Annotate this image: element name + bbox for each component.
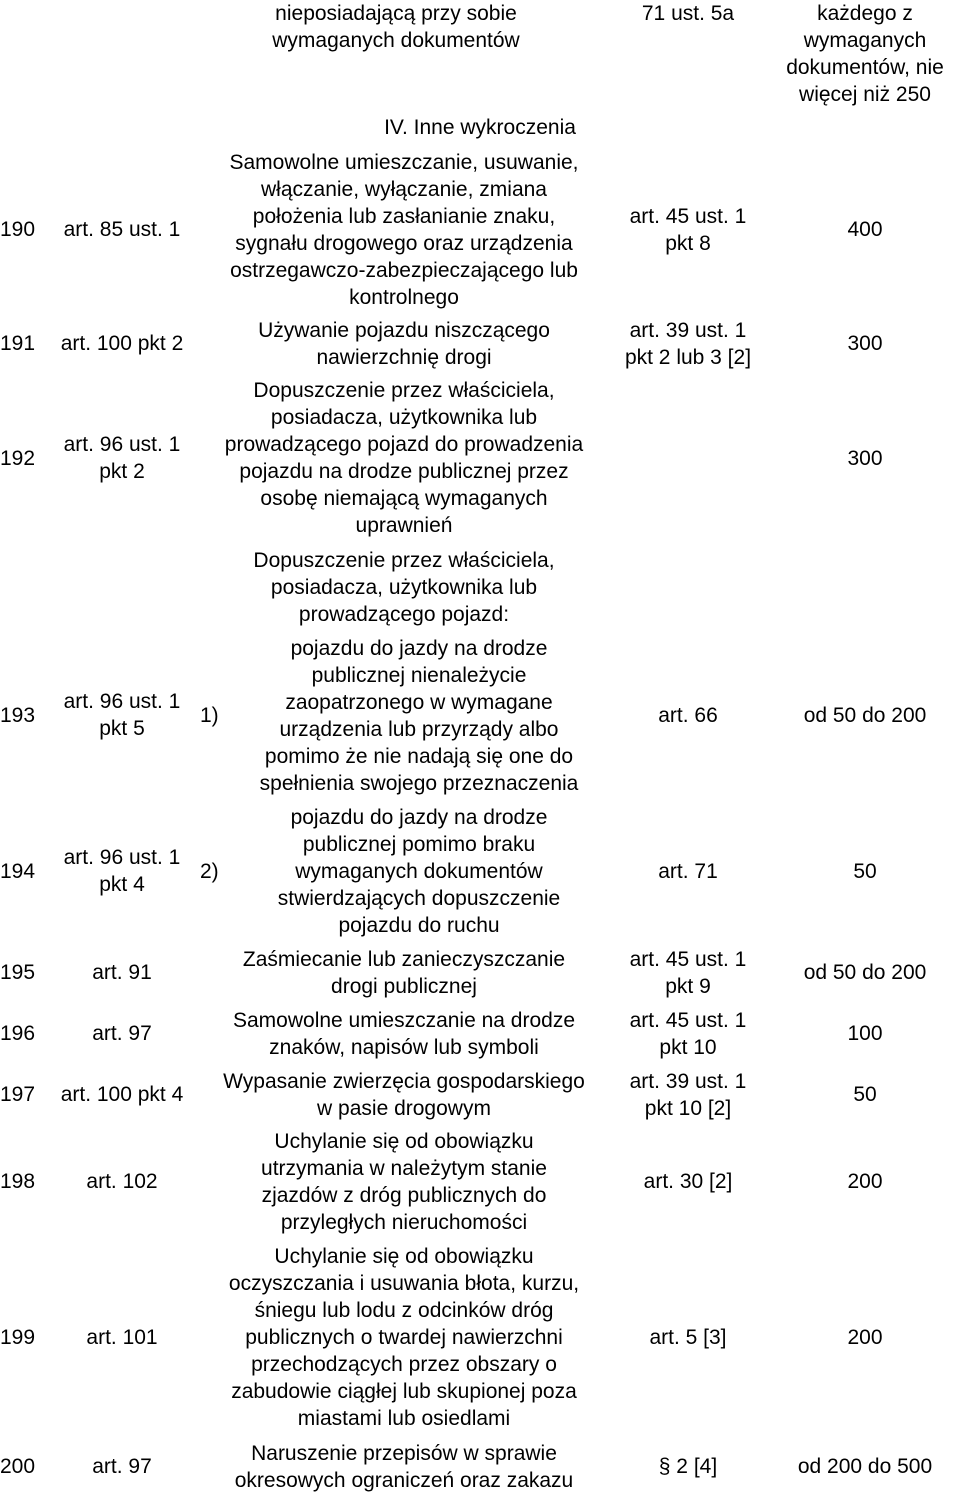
- row-number: 195: [0, 961, 36, 984]
- item-number: 1): [200, 704, 219, 727]
- reference-cell: art. 39 ust. 1 pkt 2 lub 3 [2]: [624, 319, 752, 369]
- article-cell: art. 100 pkt 4: [60, 1083, 184, 1106]
- fine-cell: od 50 do 200: [803, 704, 927, 727]
- fine-cell: 300: [847, 447, 883, 470]
- fine-cell: od 50 do 200: [803, 961, 927, 984]
- fine-cell: 50: [853, 1083, 877, 1106]
- continued-fine: każdego z wymaganych dokumentów, nie więcej niż 250: [786, 2, 944, 106]
- description-cell: Samowolne umieszczanie na drodze znaków, napisów lub symboli: [232, 1009, 576, 1059]
- fine-cell: 400: [847, 218, 883, 241]
- continued-description: nieposiadającą przy sobie wymaganych dokumentów: [272, 2, 520, 52]
- fine-cell: od 200 do 500: [797, 1455, 933, 1478]
- description-cell: Używanie pojazdu niszczącego nawierzchnię drogi: [258, 319, 550, 369]
- group-description: Dopuszczenie przez właściciela, posiadacza, użytkownika lub prowadzącego pojazd:: [253, 549, 555, 626]
- article-cell: art. 97: [92, 1455, 152, 1478]
- item-number: 2): [200, 860, 219, 883]
- fine-cell: 50: [853, 860, 877, 883]
- reference-cell: art. 5 [3]: [649, 1326, 727, 1349]
- row-number: 194: [0, 860, 36, 883]
- article-cell: art. 96 ust. 1 pkt 2: [63, 433, 181, 483]
- fine-cell: 200: [847, 1170, 883, 1193]
- article-cell: art. 100 pkt 2: [60, 332, 184, 355]
- fine-cell: 100: [847, 1022, 883, 1045]
- row-number: 190: [0, 218, 36, 241]
- continued-reference: 71 ust. 5a: [641, 2, 735, 25]
- reference-cell: art. 45 ust. 1 pkt 10: [629, 1009, 747, 1059]
- row-number: 196: [0, 1022, 36, 1045]
- row-number: 200: [0, 1455, 36, 1478]
- description-cell: Wypasanie zwierzęcia gospodarskiego w pasie drogowym: [223, 1070, 585, 1120]
- article-cell: art. 85 ust. 1: [63, 218, 181, 241]
- description-cell: Samowolne umieszczanie, usuwanie, włączanie, wyłączanie, zmiana położenia lub zasłanianie znaku, sygnału drogowego oraz urządzenia ostrzegawczo-zabezpieczającego lub kontrolnego: [229, 151, 579, 309]
- article-cell: art. 96 ust. 1 pkt 5: [63, 690, 181, 740]
- reference-cell: art. 66: [658, 704, 718, 727]
- row-number: 199: [0, 1326, 36, 1349]
- article-cell: art. 96 ust. 1 pkt 4: [63, 846, 181, 896]
- row-number: 192: [0, 447, 36, 470]
- fine-cell: 200: [847, 1326, 883, 1349]
- article-cell: art. 97: [92, 1022, 152, 1045]
- row-number: 193: [0, 704, 36, 727]
- article-cell: art. 91: [92, 961, 152, 984]
- reference-cell: art. 45 ust. 1 pkt 8: [629, 205, 747, 255]
- description-cell: pojazdu do jazdy na drodze publicznej pomimo braku wymaganych dokumentów stwierdzających dopuszczenie pojazdu do ruchu: [277, 806, 561, 937]
- reference-cell: art. 30 [2]: [643, 1170, 733, 1193]
- reference-cell: art. 71: [658, 860, 718, 883]
- row-number: 191: [0, 332, 36, 355]
- fine-cell: 300: [847, 332, 883, 355]
- row-number: 198: [0, 1170, 36, 1193]
- description-cell: Zaśmiecanie lub zanieczyszczanie drogi publicznej: [242, 948, 566, 998]
- row-number: 197: [0, 1083, 36, 1106]
- reference-cell: art. 39 ust. 1 pkt 10 [2]: [629, 1070, 747, 1120]
- article-cell: art. 102: [86, 1170, 158, 1193]
- description-cell: pojazdu do jazdy na drodze publicznej nienależycie zaopatrzonego w wymagane urządzenia lub przyrządy albo pomimo że nie nadają się one do spełnienia swojego przeznaczenia: [259, 637, 579, 795]
- description-cell: Uchylanie się od obowiązku oczyszczania i usuwania błota, kurzu, śniegu lub lodu z odcinków dróg publicznych o twardej nawierzchni przechodzących przez obszary o zabudowie ciągłej lub skupionej poza miastami lub osiedlami: [228, 1245, 580, 1430]
- description-cell: Dopuszczenie przez właściciela, posiadacza, użytkownika lub prowadzącego pojazd do prowadzenia pojazdu na drodze publicznej przez osobę niemającą wymaganych uprawnień: [224, 379, 584, 537]
- article-cell: art. 101: [86, 1326, 158, 1349]
- reference-cell: art. 45 ust. 1 pkt 9: [629, 948, 747, 998]
- reference-cell: § 2 [4]: [658, 1455, 718, 1478]
- description-cell: Naruszenie przepisów w sprawie okresowych ograniczeń oraz zakazu: [234, 1442, 574, 1492]
- description-cell: Uchylanie się od obowiązku utrzymania w należytym stanie zjazdów z dróg publicznych do przyległych nieruchomości: [261, 1130, 547, 1234]
- section-heading: IV. Inne wykroczenia: [384, 116, 576, 139]
